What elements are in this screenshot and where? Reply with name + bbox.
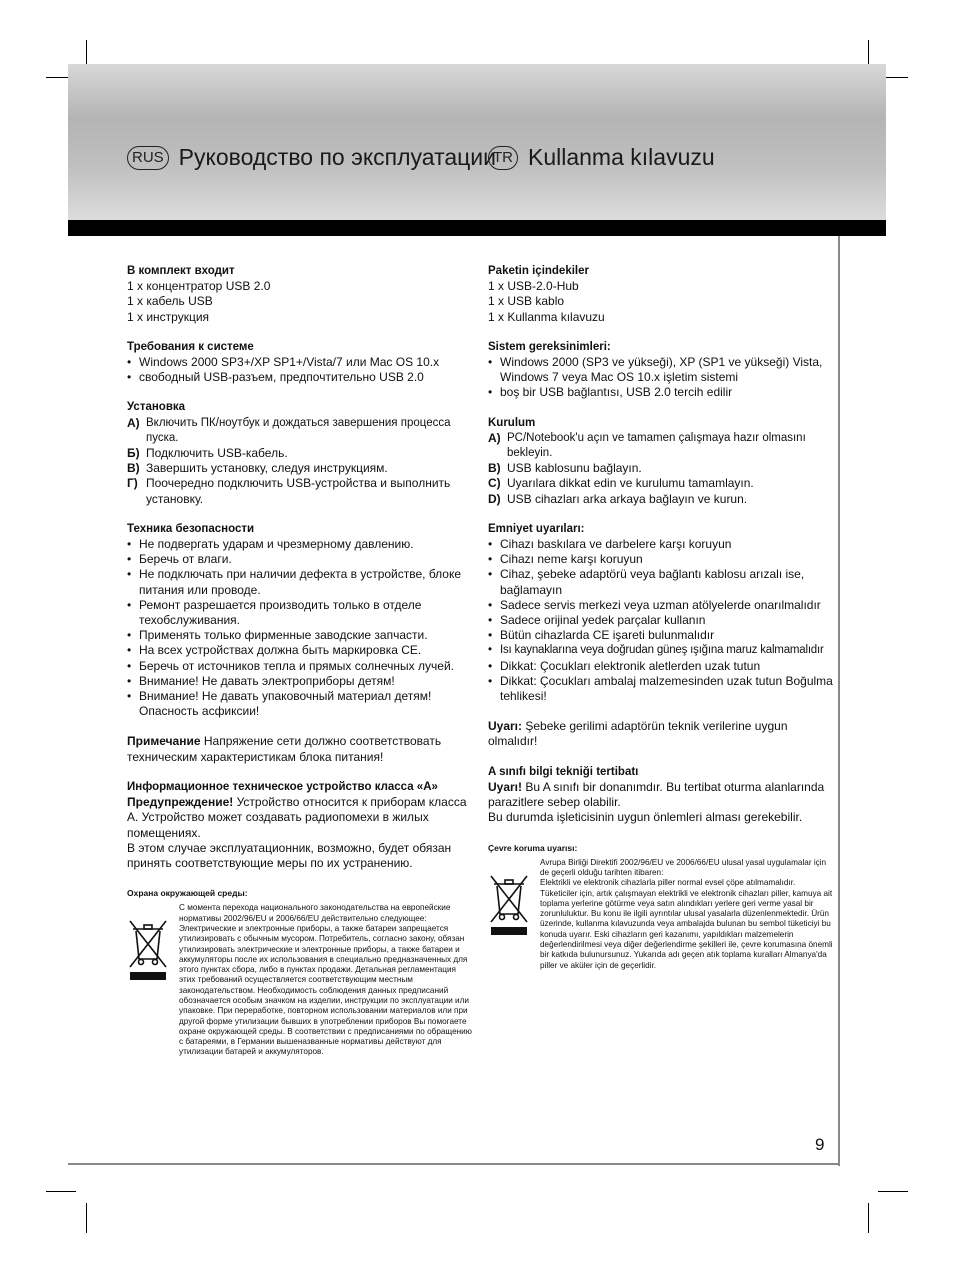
ru-class-a [127, 780, 472, 871]
list-item: • Беречь от влаги. [127, 552, 472, 567]
install-step [488, 476, 833, 491]
list-item: • Windows 2000 (SP3 ve yükseği), XP (SP1 ve yükseği) Vista, Windows 7 veya Mac OS 10.x işletim sistemi [488, 355, 833, 385]
weee-bin-icon [127, 903, 179, 1057]
step-key: C) [488, 476, 501, 491]
header-banner [68, 64, 886, 220]
tr-system [488, 340, 833, 401]
env-paragraph: Avrupa Birliği Direktifi 2002/96/EU ve 2006/66/EU ulusal yasal uygulamalar için de geçerli olduğu tarihten itibaren: [540, 857, 827, 877]
ru-install [127, 400, 472, 506]
env-heading: Çevre koruma uyarısı: [488, 842, 578, 853]
note-text: Напряжение сети должно соответствовать техническим характеристикам блока питания! [127, 734, 442, 764]
list-item: 1 x USB-2.0-Hub [488, 279, 579, 294]
step-key: B) [488, 461, 501, 476]
step-key: A) [127, 415, 140, 430]
list-item: • Ремонт разрешается производить только в отделе техобслуживания. [127, 598, 472, 628]
step-text: USB kablosunu bağlayın. [507, 461, 642, 476]
step-text: Uyarılara dikkat edin ve kurulumu tamamlayın. [507, 476, 754, 491]
note-label: Примечание [127, 734, 201, 749]
list-item: 1 x Kullanma kılavuzu [488, 309, 605, 324]
step-key: Б) [127, 446, 140, 461]
install-step [127, 476, 472, 506]
ru-contents [127, 264, 472, 325]
ru-column [127, 264, 472, 1058]
weee-bin-icon [488, 858, 540, 971]
step-text: USB cihazları arka arkaya bağlayın ve kurun. [507, 491, 748, 506]
section-heading: Paketin içindekiler [488, 265, 589, 277]
section-heading: В комплект входит [127, 265, 235, 277]
crop-mark [46, 1191, 76, 1192]
right-border [838, 236, 840, 1166]
list-item: • Dikkat: Çocukları ambalaj malzemesinden uzak tutun Boğulma tehlikesi! [488, 674, 833, 704]
list-item: • Не подвергать ударам и чрезмерному давлению. [127, 537, 472, 552]
list-item: • Bütün cihazlarda CE işareti bulunmalıdır [488, 628, 833, 643]
ru-heading [127, 144, 496, 171]
tr-column [488, 264, 833, 971]
list-item: • Беречь от источников тепла и прямых солнечных лучей. [127, 659, 472, 674]
ru-note [127, 734, 472, 764]
section-heading: Emniyet uyarıları: [488, 522, 585, 535]
header-bar [68, 220, 886, 236]
list-item: • Cihaz, şebeke adaptörü veya bağlantı kablosu arızalı ise, bağlamayın [488, 567, 833, 597]
list-item: • Внимание! Не давать электроприборы детям! [127, 674, 472, 689]
bottom-border [68, 1163, 840, 1165]
install-step [127, 446, 472, 461]
list-item: • Isı kaynaklarına veya doğrudan güneş ışığına maruz kalmamalıdır [488, 643, 833, 658]
tr-warning [488, 719, 833, 749]
tr-install [488, 416, 833, 507]
step-key: D) [488, 491, 501, 506]
tr-environment [488, 841, 833, 971]
step-text: Завершить установку, следуя инструкциям. [146, 461, 388, 476]
section-heading: Установка [127, 401, 186, 414]
section-heading: Sistem gereksinimleri: [488, 340, 611, 353]
warning-text: Bu A sınıfı bir donanımdır. Bu tertibat oturma alanlarında parazitlere sebep olabilir. [488, 779, 825, 810]
list-item: 1 x USB kablo [488, 294, 565, 309]
list-item: • Windows 2000 SP3+/XP SP1+/Vista/7 или Mac OS 10.x [127, 355, 472, 370]
warning-text: Устройство относится к приборам класса А. Устройство может создавать радиопомехи в жилых помещениях. [127, 795, 467, 840]
tr-title: Kullanma kılavuzu [528, 144, 715, 170]
install-step [488, 461, 833, 476]
class-a-extra: В этом случае эксплуатационник, возможно, будет обязан принять соответствующие меры по их устранению. [127, 840, 452, 870]
ru-language-badge: RUS [127, 146, 169, 170]
list-item: • Dikkat: Çocukları elektronik aletlerden uzak tutun [488, 659, 833, 674]
list-item: 1 x концентратор USB 2.0 [127, 279, 271, 294]
page-number: 9 [815, 1135, 825, 1154]
step-key: A) [488, 430, 501, 445]
list-item: • Cihazı baskılara ve darbelere karşı koruyun [488, 537, 833, 552]
warning-label: Uyarı: [488, 719, 523, 734]
install-step [488, 492, 833, 507]
crop-mark [868, 1203, 869, 1233]
section-heading: Техника безопасности [127, 522, 255, 535]
install-step [127, 416, 472, 446]
list-item: • Применять только фирменные заводские запчасти. [127, 628, 472, 643]
list-item: • Sadece orijinal yedek parçalar kullanın [488, 613, 833, 628]
ru-system [127, 340, 472, 386]
tr-class-a [488, 765, 833, 826]
step-key: Г) [127, 476, 138, 491]
class-a-extra: Bu durumda işleticisinin uygun önlemleri alması gerekebilir. [488, 810, 803, 825]
install-step [127, 461, 472, 476]
warning-text: Şebeke gerilimi adaptörün teknik verilerine uygun olmalıdır! [488, 719, 788, 749]
tr-safety [488, 522, 833, 704]
env-paragraph: Elektrikli ve elektronik cihazlarla piller normal evsel çöpe atılmamalıdır. Tüketiciler için, artık çalışmayan elektrikli ve elektronik cihazları piller, kamuya ait toplama yerlerine götürme veya satın alındıkları yerlere geri verme yasal bir zorunluluktur. Bu konu ile ilgili ayrıntılar ulusal yasalarla düzenlenmektedir. Ürün üzerinde, kullanma kılavuzunda veya ambalajda bulunan bu sembol tüketiciyi bu konuda uyarır. Eski cihazların geri kazanımı, yapıldıkları malzemelerin değerlendirilmesi veya diğer değerlendirme şekilleri ile, çevre korumasına önemli bir katkıda bulunursunuz. Yukarıda adı geçen atık toplama kuralları Almanya'da piller ve aküler için de geçerlidir. [540, 878, 833, 970]
list-item: • boş bir USB bağlantısı, USB 2.0 tercih edilir [488, 385, 833, 400]
list-item: • Не подключать при наличии дефекта в устройстве, блоке питания или проводе. [127, 567, 472, 597]
step-key: В) [127, 461, 140, 476]
section-heading: Kurulum [488, 416, 536, 429]
step-text: Подключить USB-кабель. [146, 446, 288, 461]
ru-safety [127, 522, 472, 720]
list-item: • Sadece servis merkezi veya uzman atölyelerde onarılmalıdır [488, 598, 833, 613]
env-heading: Охрана окружающей среды: [127, 888, 248, 899]
crop-mark [878, 1191, 908, 1192]
env-paragraph: Электрические и электронные приборы, а также батареи запрещается утилизировать с обычным мусором. Потребитель, согласно закону, обязан утилизировать электрические и электронные приборы, а также батареи и аккумуляторы после их использования в специально предназначенных для этого пунктах сбора, либо в пунктах продажи. Детальная регламентация этих требований осуществляется соответствующим местным законодательством. Необходимость соблюдения данных предписаний обозначается особым значком на изделии, инструкции по эксплуатации или упаковке. При переработке, повторном использовании материалов или при другой форме утилизации бывших в употреблении приборов Вы помогаете охране окружающей среды. В соответствии с предписаниями по обращению с батареями, в Германии вышеназванные нормативы действуют для утилизации батарей и аккумуляторов. [179, 923, 472, 1057]
warning-label: Предупреждение! [127, 795, 234, 810]
list-item: 1 x кабель USB [127, 294, 213, 309]
section-heading: Требования к системе [127, 340, 254, 353]
section-heading: Информационное техническое устройство класса «А» [127, 780, 438, 793]
crop-mark [86, 1203, 87, 1233]
ru-title: Руководство по эксплуатации [178, 144, 496, 170]
list-item: 1 x инструкция [127, 309, 210, 324]
tr-heading [488, 144, 715, 171]
env-paragraph: С момента перехода национального законодательства на европейские нормативы 2002/96/EU и 2006/66/EU действительно следующее: [179, 903, 451, 923]
list-item: • Cihazı neme karşı koruyun [488, 552, 833, 567]
list-item: • свободный USB-разъем, предпочтительно USB 2.0 [127, 370, 472, 385]
ru-environment [127, 886, 472, 1058]
step-text: Поочередно подключить USB-устройства и выполнить установку. [146, 476, 451, 506]
tr-language-badge: TR [488, 146, 518, 170]
list-item: • Внимание! Не давать упаковочный материал детям! Опасность асфиксии! [127, 689, 472, 719]
list-item: • На всех устройствах должна быть маркировка CE. [127, 643, 472, 658]
section-heading: A sınıfı bilgi tekniği tertibatı [488, 765, 639, 778]
step-text: Включить ПК/ноутбук и дождаться завершения процесса пуска. [146, 416, 451, 444]
install-step [488, 431, 833, 461]
tr-contents [488, 264, 833, 325]
step-text: PC/Notebook'u açın ve tamamen çalışmaya hazır olmasını bekleyin. [507, 431, 806, 460]
warning-label: Uyarı! [488, 779, 523, 794]
